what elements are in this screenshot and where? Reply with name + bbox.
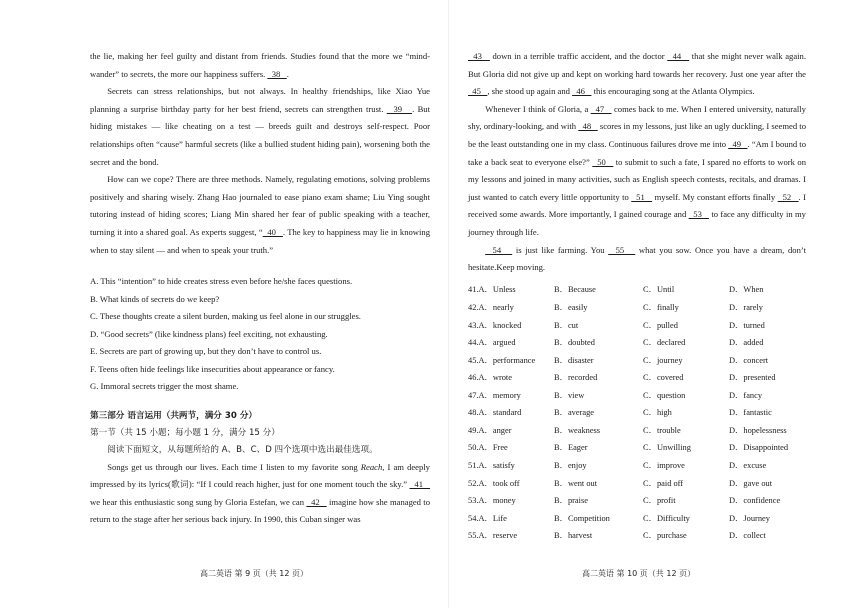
seven-choice-options — [90, 273, 430, 396]
paragraph: How can we cope? There are three methods. Namely, regulating emotions, solving problems positively and sharing wisely. Zhang Hao journaled to ease piano exam shame; Liu Ying sought tutoring instead of hiding scores; Liang Min shared her fear of public speaking with a teacher, turning it into a shared goal. As experts suggest, “ 40 . The key to happiness may lie in knowing when to stay silent — and when to speak your truth.” — [90, 174, 430, 255]
choice-cell: D．turned — [729, 320, 765, 330]
choice-cell: 44.A．argued — [468, 338, 516, 348]
question-row — [468, 386, 806, 404]
question-row — [468, 439, 806, 457]
choice-cell: B．recorded — [554, 373, 598, 383]
song-title: Reach — [360, 461, 383, 472]
choice-cell: C．paid off — [643, 478, 684, 488]
choice-cell: C．high — [643, 408, 672, 418]
choice-cell: D．collect — [729, 531, 766, 541]
choice-cell: B．Eager — [554, 443, 588, 453]
choice-cell: 41.A．Unless — [468, 285, 516, 295]
question-row — [468, 474, 806, 492]
cloze-passage-start — [90, 459, 430, 529]
choice-cell: 45.A．performance — [468, 355, 536, 365]
choice-cell: C．purchase — [643, 531, 687, 541]
answer-blank: 48 — [578, 121, 598, 132]
answer-blank: 55 — [608, 244, 636, 255]
question-row — [468, 456, 806, 474]
answer-blank: 45 — [468, 86, 488, 97]
choice-cell: D．rarely — [729, 303, 763, 313]
answer-blank: 49 — [728, 138, 748, 149]
choice-cell: B．view — [554, 390, 585, 400]
choice-cell: B．praise — [554, 496, 588, 506]
answer-blank: 42 — [306, 496, 327, 507]
choice-cell: D．hopelessness — [729, 425, 787, 435]
choice-cell: C．profit — [643, 496, 676, 506]
paragraph: Whenever I think of Gloria, a 47 comes back to me. When I entered university, naturally shy, ordinary-looking, and with 48 scores in my lessons, just like an ugly duckling, I seemed to be the least outstanding one in my class. Continuous failures drove me into 49 . “Am I bound to take a back seat to everyone else?” 50 to submit to such a fate, I spared no efforts to work on my lessons and joined in many activities, such as English speech contests, recitals, and dramas. I just wanted to catch every little opportunity to 51 myself. My constant efforts finally 52 . I received some awards. More importantly, I gained courage and 53 to face any difficulty in my journey through life. — [468, 103, 807, 237]
answer-blank: 44 — [667, 51, 690, 61]
left-page-footer: 高二英语 第 9 页（共 12 页） — [200, 569, 308, 578]
question-row — [468, 298, 806, 316]
paragraph: 43 down in a terrible traffic accident, and the doctor 44 that she might never walk again. But Gloria did not give up and kept on working hard towards her recovery. Just one year after the 45 , she stood up again and 46 this encouraging song at the Atlanta Olympics. — [468, 51, 806, 97]
paragraph: Songs get us through our lives. Each time I listen to my favorite song Reach, I am deeply impressed by its lyrics(歌词): “If I could reach higher, just for one moment touch the sky.” 41 we hear this enthusiastic song sung by Gloria Estefan, we can 42 imagine how she managed to return to the stage after her serious back injury. In 1990, this Cuban singer was — [90, 461, 431, 525]
choice-cell: B．Because — [554, 285, 596, 295]
option-item: B. What kinds of secrets do we keep? — [90, 293, 220, 304]
choice-cell: 43.A．knocked — [468, 320, 522, 330]
choice-cell: B．doubted — [554, 338, 595, 348]
choice-cell: B．cut — [554, 320, 579, 330]
choice-cell: D．Journey — [729, 513, 770, 523]
answer-blank: 51 — [631, 191, 653, 202]
choice-cell: 55.A．reserve — [468, 531, 518, 541]
choice-cell: B．disaster — [554, 355, 594, 365]
choice-cell: D．gave out — [729, 478, 773, 488]
reading-passage — [90, 48, 430, 259]
question-row — [468, 281, 806, 299]
answer-blank: 54 — [485, 244, 513, 255]
page-fold-divider — [448, 0, 449, 608]
choice-cell: D．added — [729, 338, 764, 348]
cloze-passage-continued — [468, 48, 806, 277]
option-item: E. Secrets are part of growing up, but they don’t have to control us. — [90, 346, 322, 357]
choice-cell: B．enjoy — [554, 460, 587, 470]
choice-cell: D．confidence — [729, 496, 781, 506]
question-row — [468, 421, 806, 439]
choice-cell: 46.A．wrote — [468, 373, 512, 383]
choice-cell: D．Disappointed — [729, 443, 789, 453]
choice-cell: 42.A．nearly — [468, 303, 514, 313]
right-page — [468, 48, 806, 544]
choice-cell: D．fancy — [729, 390, 763, 400]
paragraph: the lie, making her feel guilty and distant from friends. Studies found that the more we “mind-wander” to secrets, the more our happiness suffers. 38 . — [90, 51, 430, 79]
choice-cell: 48.A．standard — [468, 408, 522, 418]
choice-cell: 54.A．Life — [468, 513, 507, 523]
choice-cell: 50.A．Free — [468, 443, 508, 453]
choice-cell: D．concert — [729, 355, 769, 365]
right-page-footer: 高二英语 第 10 页（共 12 页） — [582, 569, 696, 578]
choice-cell: B．went out — [554, 478, 598, 488]
option-item: C. These thoughts create a silent burden, making us feel alone in our struggles. — [90, 311, 361, 322]
instruction-text: 阅读下面短文，从每题所给的 A、B、C、D 四个选项中选出最佳选项。 — [107, 444, 378, 455]
choice-cell: C．Unwilling — [643, 443, 691, 453]
choice-cell: B．weakness — [554, 425, 601, 435]
choice-cell: B．harvest — [554, 531, 593, 541]
choice-cell: C．improve — [643, 460, 685, 470]
choice-cell: B．easily — [554, 303, 588, 313]
choice-cell: D．excuse — [729, 460, 767, 470]
question-row — [468, 491, 806, 509]
answer-blank: 50 — [592, 156, 614, 167]
question-row — [468, 316, 806, 334]
choice-cell: 52.A．took off — [468, 478, 520, 488]
choice-cell: D．presented — [729, 373, 776, 383]
option-item: G. Immoral secrets trigger the most shame. — [90, 381, 239, 392]
question-row — [468, 368, 806, 386]
section-heading: 第三部分 语言运用（共两节，满分 30 分） — [90, 410, 258, 421]
answer-blank: 52 — [777, 191, 799, 202]
option-item: D. “Good secrets” (like kindness plans) feel exciting, not exhausting. — [90, 328, 328, 339]
choice-cell: C．pulled — [643, 320, 678, 330]
answer-blank: 43 — [468, 51, 490, 61]
choice-cell: C．question — [643, 390, 686, 400]
paragraph: 54 is just like farming. You 55 what you sow. Once you have a dream, don’t hesitate.Keep moving. — [468, 244, 806, 273]
choice-cell: D．When — [729, 285, 764, 295]
answer-blank: 46 — [572, 86, 592, 97]
choice-cell: 49.A．anger — [468, 425, 512, 435]
choice-cell: D．fantastic — [729, 408, 772, 418]
question-row — [468, 333, 806, 351]
choice-cell: C．Until — [643, 285, 675, 295]
choice-cell: B．Competition — [554, 513, 610, 523]
choice-cell: C．finally — [643, 303, 679, 313]
choice-cell: C．trouble — [643, 425, 681, 435]
choice-cell: 47.A．memory — [468, 390, 521, 400]
answer-blank: 47 — [590, 103, 612, 114]
choice-cell: C．journey — [643, 355, 683, 365]
choice-cell: C．Difficulty — [643, 513, 690, 523]
question-row — [468, 509, 806, 527]
choice-cell: 53.A．money — [468, 496, 516, 506]
choice-cell: 51.A．satisfy — [468, 460, 515, 470]
subsection-heading: 第一节（共 15 小题；每小题 1 分，满分 15 分） — [90, 427, 280, 438]
choice-cell: B．average — [554, 408, 594, 418]
answer-blank: 41 — [409, 479, 431, 490]
question-row — [468, 404, 806, 422]
question-row — [468, 351, 806, 369]
paragraph: Secrets can stress relationships, but not always. In healthy friendships, like Xiao Yue planning a surprise birthday party for her best friend, secrets can strengthen trust. 39 . But hiding mistakes — like cheating on a test — breeds guilt and destroys self-respect. Poor relationships often “cause” harmful secrets (like a bullied student hiding pain), worsening both the secret and the bond. — [90, 86, 430, 167]
option-item: A. This “intention” to hide creates stress even before he/she faces questions. — [90, 276, 353, 287]
question-row — [468, 526, 806, 544]
option-item: F. Teens often hide feelings like insecurities about appearance or fancy. — [90, 363, 335, 374]
answer-choice-table — [468, 281, 806, 544]
answer-blank: 39 — [386, 103, 413, 114]
answer-blank: 53 — [688, 209, 709, 220]
answer-blank: 40 — [262, 226, 283, 237]
left-page — [90, 48, 430, 529]
choice-cell: C．declared — [643, 338, 686, 348]
answer-blank: 38 — [267, 68, 287, 79]
choice-cell: C．covered — [643, 373, 684, 383]
